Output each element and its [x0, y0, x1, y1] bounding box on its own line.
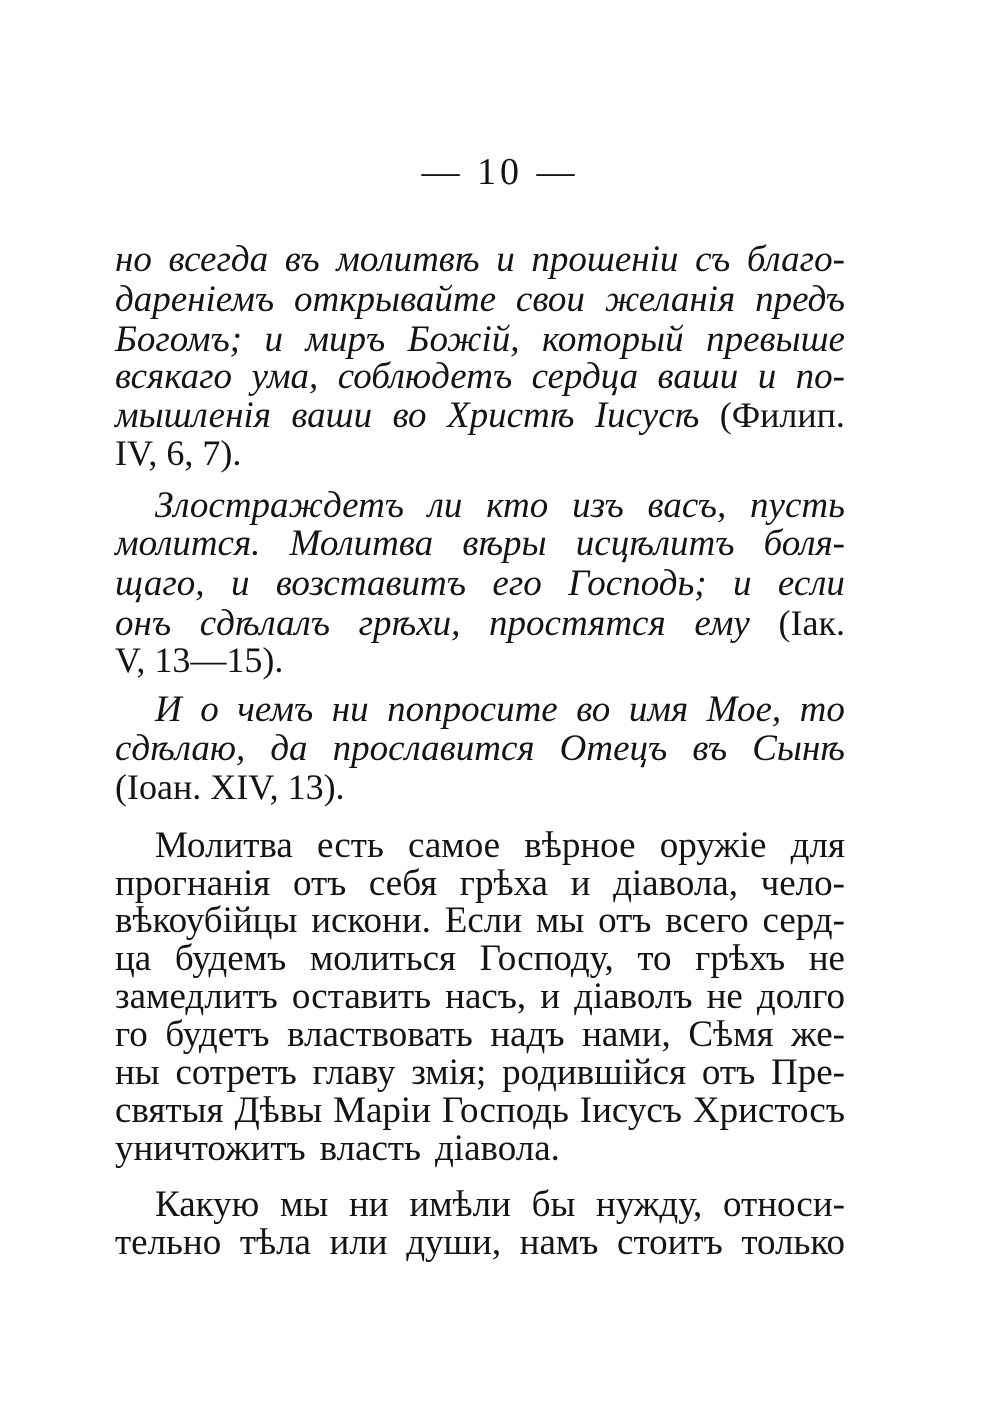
text-line: онъ сдѣлалъ грѣхи, простятся ему (Іак.	[115, 603, 845, 644]
text-line: Какую мы ни имѣли бы нужду, относи-	[155, 1184, 845, 1225]
text-line: ны сотретъ главу змія; родившійся отъ Пре-	[115, 1052, 845, 1093]
text-line: И о чемъ ни попросите во имя Мое, то	[155, 689, 845, 730]
scripture-reference: (Филип.	[719, 395, 845, 435]
text-line: но всегда въ молитвѣ и прошеніи съ благо-	[115, 239, 845, 280]
text-line: тельно тѣла или души, намъ стоитъ только	[115, 1222, 845, 1263]
page-number: — 10 —	[421, 151, 579, 193]
text-line: Богомъ; и миръ Божій, который превыше	[115, 319, 845, 360]
text-line: мышленія ваши во Христѣ Іисусѣ (Филип.	[115, 395, 845, 436]
text-line: Молитва есть самое вѣрное оружіе для	[155, 825, 845, 866]
text-line: щаго, и возставитъ его Господь; и если	[115, 563, 845, 604]
text-line: прогнанія отъ себя грѣха и діавола, чело-	[115, 863, 845, 904]
scripture-reference: V, 13—15).	[115, 640, 284, 680]
text-line: уничтожитъ власть діавола.	[115, 1128, 560, 1169]
text-line: вѣкоубійцы искони. Если мы отъ всего серд-	[115, 900, 845, 941]
scripture-reference: (Іоан. XIV, 13).	[115, 767, 345, 807]
text-line: дареніемъ открывайте свои желанія предъ	[115, 279, 845, 320]
text-line: святыя Дѣвы Маріи Господь Іисусъ Христосъ	[115, 1090, 845, 1131]
text-line: замедлитъ оставить насъ, и діаволъ не долго	[115, 976, 845, 1017]
scripture-reference: (Іак.	[778, 603, 845, 643]
text-line: молится. Молитва вѣры исцѣлитъ боля-	[115, 523, 845, 564]
text-line: всякаго ума, соблюдетъ сердца ваши и по-	[115, 356, 845, 397]
text-line: ца будемъ молиться Господу, то грѣхъ не	[115, 938, 845, 979]
text-line: го будетъ властвовать надъ нами, Сѣмя же-	[115, 1014, 845, 1055]
text-line: сдѣлаю, да прославится Отецъ въ Сынѣ	[115, 728, 845, 769]
scripture-reference: IV, 6, 7).	[115, 433, 242, 473]
text-line: Злостраждетъ ли кто изъ васъ, пусть	[155, 485, 845, 526]
